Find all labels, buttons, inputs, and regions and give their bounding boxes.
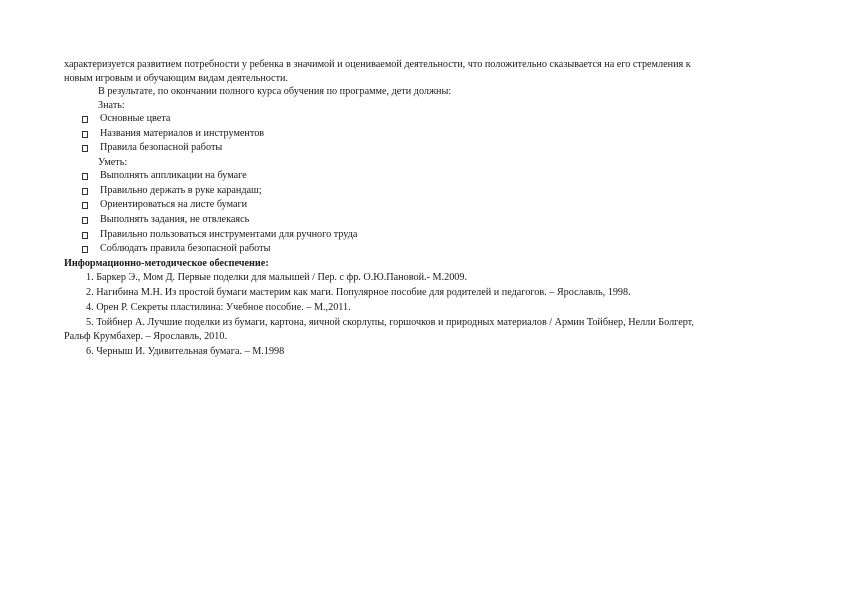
reference-item: 6. Черныш И. Удивительная бумага. – М.1998 (86, 345, 285, 357)
list-item (64, 184, 804, 199)
list-item (64, 112, 804, 127)
list-item-label: Выполнять аппликации на бумаге (100, 170, 247, 182)
square-bullet-icon (64, 141, 100, 155)
result-line: В результате, по окончании полного курса обучения по программе, дети должны: (98, 86, 452, 97)
intro-line-2: новым игровым и обучающим видам деятельности. (64, 72, 289, 84)
document-page (64, 58, 804, 359)
square-bullet-icon (64, 127, 100, 141)
can-list (64, 169, 804, 257)
reference-item: 4. Орен Р. Секреты пластилина: Учебное пособие. – М.,2011. (86, 301, 351, 313)
square-bullet-icon (64, 184, 100, 198)
reference-item: 5. Тойбнер А. Лучшие поделки из бумаги, картона, яичной скорлупы, горшочков и природных материалов / Армин Тойбнер, Нелли Болгерт, (86, 316, 694, 328)
reference-item: 2. Нагибина М.Н. Из простой бумаги мастерим как маги. Популярное пособие для родителей и педагогов. – Ярославль, 1998. (86, 286, 631, 298)
list-item-label: Правильно пользоваться инструментами для ручного труда (100, 228, 358, 240)
square-bullet-icon (64, 198, 100, 212)
list-item-label: Названия материалов и инструментов (100, 127, 265, 139)
list-item-label: Правильно держать в руке карандаш; (100, 184, 262, 196)
list-item (64, 127, 804, 142)
square-bullet-icon (64, 112, 100, 126)
intro-line-1: характеризуется развитием потребности у ребенка в значимой и оцениваемой деятельности, что положительно сказывается на его стремления к (64, 59, 691, 70)
square-bullet-icon (64, 169, 100, 183)
list-item-label: Основные цвета (100, 113, 171, 124)
list-item (64, 228, 804, 243)
list-item (64, 198, 804, 213)
reference-item: 1. Баркер Э., Мом Д. Первые поделки для малышей / Пер. с фр. О.Ю.Пановой.- М.2009. (86, 271, 468, 283)
square-bullet-icon (64, 213, 100, 227)
know-label: Знать: (98, 99, 125, 111)
know-list (64, 112, 804, 156)
square-bullet-icon (64, 242, 100, 256)
list-item (64, 242, 804, 257)
list-item-label: Ориентироваться на листе бумаги (100, 199, 248, 211)
list-item (64, 141, 804, 156)
square-bullet-icon (64, 228, 100, 242)
can-label: Уметь: (98, 156, 128, 168)
list-item (64, 169, 804, 184)
reference-item-continued: Ральф Крумбахер. – Ярославль, 2010. (64, 330, 227, 342)
references-heading: Информационно-методическое обеспечение: (64, 257, 269, 269)
list-item (64, 213, 804, 228)
list-item-label: Правила безопасной работы (100, 142, 223, 154)
list-item-label: Выполнять задания, не отвлекаясь (100, 214, 250, 226)
list-item-label: Соблюдать правила безопасной работы (100, 243, 271, 255)
references-list (64, 270, 804, 359)
